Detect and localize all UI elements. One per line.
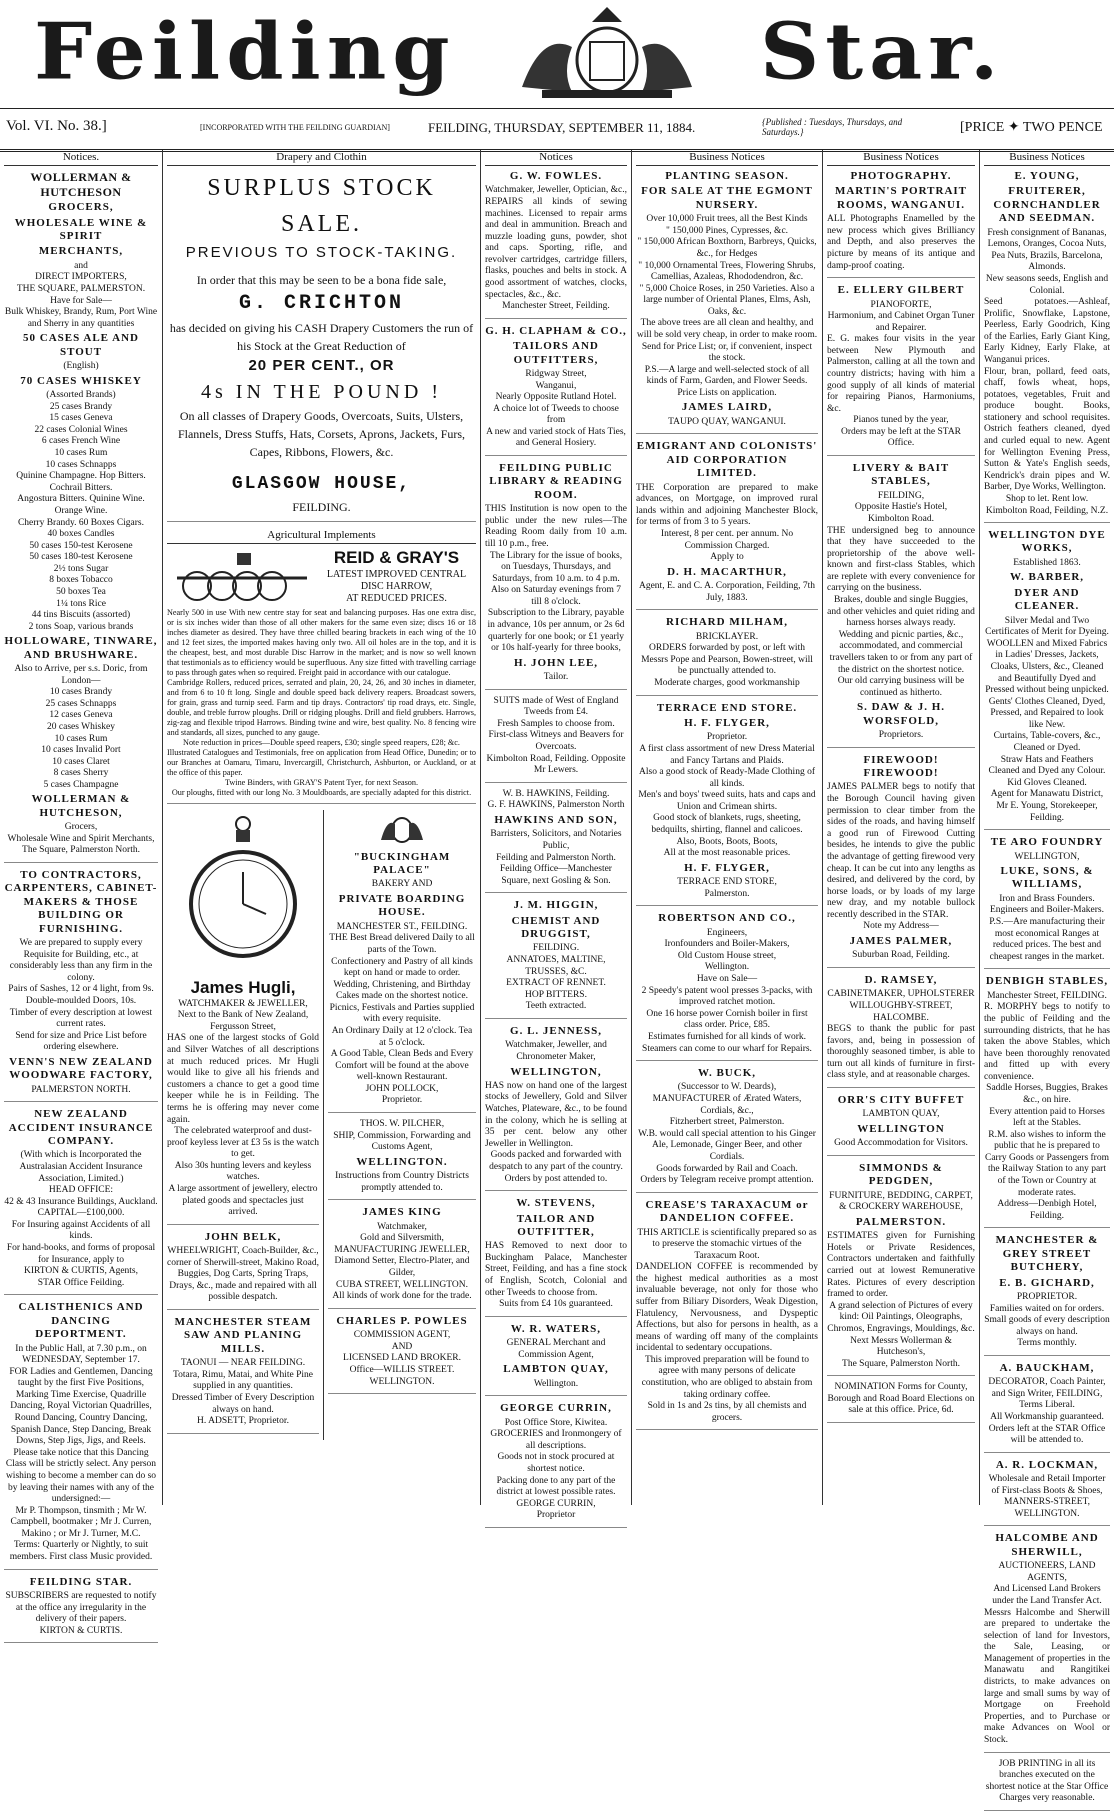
higgin-ad: J. M. HIGGIN, CHEMIST AND DRUGGIST, FEILDING. ANNATOES, MALTINE, TRUSSES, &C. EXTRACT OF RENNET. HOP BITTERS. Teeth extracted.: [485, 899, 627, 1019]
issue-date: FEILDING, THURSDAY, SEPTEMBER 11, 1884.: [428, 120, 696, 135]
bakery-column: [323, 810, 476, 1440]
pilcher-ad: THOS. W. PILCHER, SHIP, Commission, Forwarding and Customs Agent, WELLINGTON. Instructions from Country Districts promptly attended to.: [328, 1119, 476, 1200]
royal-crest-icon: [502, 2, 712, 102]
masthead-title-right: Star.: [760, 6, 1005, 98]
milham-ad: RICHARD MILHAM, BRICKLAYER. ORDERS forwarded by post, or left with Messrs Pope and Pearson, Bowen-street, will be punctually attended to. Moderate charges, good workmanship: [636, 616, 818, 695]
dateline: [0, 108, 1114, 152]
column-5: [822, 150, 979, 1505]
terrace-store-ad: TERRACE END STORE. H. F. FLYGER, Proprietor. A first class assortment of new Dress Material and Fancy Tartans and Plaids. Also a good stock of Ready-Made Clothing of all kinds. Men's and boys' tweed suits, hats and caps and Union and Crimean shirts. Good stock of blankets, rugs, sheeting, bedquilts, shirting, flannel and calicoes. Also, Boots, Boots, Boots, All at the most reasonable prices. H. F. FLYGER, TERRACE END STORE, Palmerston.: [636, 702, 818, 907]
price: [PRICE ✦ TWO PENCE: [960, 120, 1103, 135]
column-2: [162, 150, 480, 1505]
crease-ad: CREASE'S TARAXACUM or DANDELION COFFEE. THIS ARTICLE is scientifically prepared so as to preserve the stomachic virtues of the Taraxacum Root. DANDELION COFFEE is recommended by the highest medical authorities as a most invaluable beverage, not only for those who suffer from Biliary Disorders, Weak Digestion, Flatulency, Nervousness, and Dyspeptic Affections, but also for persons in health, as a means of warding off many of the complaints incidental to sedentary occupations. This improved preparation will be found to agree with many persons of delicate constitution, who are obliged to abstain from taking ordinary coffee. Sold in 1s and 2s tins, by all chemists and grocers.: [636, 1199, 818, 1431]
nomination-ad: NOMINATION Forms for County, Borough and Road Board Elections on sale at this office. Price, 6d.: [827, 1382, 975, 1423]
wollerman-ad: WOLLERMAN & HUTCHESON GROCERS, WHOLESALE WINE & SPIRIT MERCHANTS, and DIRECT IMPORTERS, THE SQUARE, PALMERSTON. Have for Sale— Bulk Whiskey, Brandy, Rum, Port Wine and Sherry in any quantities 50 CASES ALE AND STOUT (English) 70 CASES WHISKEY (Assorted Brands) 25 cases Brandy 15 cases Geneva 22 cases Colonial Wines 6 cases French Wine 10 cases Rum 10 cases Schnapps Quinine Champagne. Hop Bitters. Cochrail Bitters. Angostura Bitters. Quinine Wine. Orange Wine. Cherry Brandy. 60 Boxes Cigars. 40 boxes Candles 50 cases 150-test Kerosene 50 cases 180-test Kerosene 2½ tons Sugar 8 boxes Tobacco 50 boxes Tea 1¼ tons Rice 44 tins Biscuits (assorted) 2 tons Soap, various brands HOLLOWARE, TINWARE, AND BRUSHWARE. Also to Arrive, per s.s. Doric, from London— 10 cases Brandy 25 cases Schnapps 12 cases Geneva 20 cases Whiskey 10 cases Rum 10 cases Invalid Port 10 cases Claret 8 cases Sherry 5 cases Champagne WOLLERMAN & HUTCHESON, Grocers, Wholesale Wine and Spirit Merchants, The Square, Palmerston North.: [4, 170, 158, 863]
livery-ad: LIVERY & BAIT STABLES, FEILDING, Opposite Hastie's Hotel, Kimbolton Road. THE undersigned beg to announce that they have succeeded to the proprietorship of the above well-known and first-class Stables, which are replete with every convenience for carrying on the business. Brakes, double and single Buggies, and other vehicles and quiet riding and harness horses always ready. Wedding and picnic parties, &c., accommodated, and commercial travellers taken to or from any part of the district on the shortest notice. Our old carrying business will be continued as hitherto. S. DAW & J. H. WORSFOLD, Proprietors.: [827, 462, 975, 748]
hawkins-ad: W. B. HAWKINS, Feilding. G. F. HAWKINS, Palmerston North HAWKINS AND SON, Barristers, Solicitors, and Notaries Public, Feilding and Palmerston North. Feilding Office—Manchester Square, next Gosling & Son.: [485, 789, 627, 893]
library-ad: FEILDING PUBLIC LIBRARY & READING ROOM. THIS Institution is now open to the public under the new rules—The Reading Room daily from 10 a.m. till 10 p.m., free. The Library for the issue of books, on Tuesdays, Thursdays, and Saturdays, from 10 a.m. to 4 p.m. Also on Saturday evenings from 7 till 8 o'clock. Subscription to the Library, payable in advance, 10s per annum, or 2s 6d quarterly for one book; or £1 yearly or 10s half-yearly for three books, H. JOHN LEE, Tailor.: [485, 462, 627, 690]
robertson-ad: ROBERTSON AND CO., Engineers, Ironfounders and Boiler-Makers, Old Custom House street, Wellington. Have on Sale— 2 Speedy's patent wool presses 3-packs, with improved ratchet motion. One 16 horse power Cornish boiler in first class order. Price, £85. Estimates furnished for all kinds of work. Steamers can come to our wharf for Repairs.: [636, 912, 818, 1061]
column-header: Business Notices: [984, 150, 1110, 166]
planting-ad: PLANTING SEASON. FOR SALE AT THE EGMONT NURSERY. Over 10,000 Fruit trees, all the Best Kinds " 150,000 Pines, Cypresses, &c. " 150,000 African Boxthorn, Barbreys, Quicks, &c., for Hedges " 10,000 Ornamental Trees, Flowering Shrubs, Camellias, Azaleas, Rhododendron, &c. " 5,000 Choice Roses, in 250 Varieties. Also a large number of Oriental Planes, Elms, Ash, Oaks, &c. The above trees are all clean and healthy, and will be sold very cheap, in order to make room. Send for Price List; or, if convenient, inspect the stock. P.S.—A large and well-selected stock of all kinds of Farm, Garden, and Flower Seeds. Price Lists on application. JAMES LAIRD, TAUPO QUAY, WANGANUI.: [636, 170, 818, 434]
photography-ad: PHOTOGRAPHY. MARTIN'S PORTRAIT ROOMS, WANGANUI. ALL Photographs Enamelled by the new process which gives Brilliancy and Depth, and also preserves the picture by means of its antique and damp-proof coating.: [827, 170, 975, 278]
clapham-ad: G. H. CLAPHAM & CO., TAILORS AND OUTFITTERS, Ridgway Street, Wanganui, Nearly Opposite Rutland Hotel. A choice lot of Tweeds to choose from A new and varied stock of Hats Ties, and General Hosiery.: [485, 325, 627, 456]
halcombe-ad: HALCOMBE AND SHERWILL, AUCTIONEERS, LAND AGENTS, And Licensed Land Brokers under the Land Transfer Act. Messrs Halcombe and Sherwill are prepared to undertake the selection of land for Investors, the Sale, Leasing, or Management of properties in the Manawatu and Rangitikei districts, to make advances on large and small sums by way of Mortgage on Freehold Properties, and to Purchase or make Advances on Wool or Stock.: [984, 1532, 1110, 1752]
buck-ad: W. BUCK, (Successor to W. Deards), MANUFACTURER of Ærated Waters, Cordials, &c., Fitzherbert street, Palmerston. W.B. would call special attention to his Ginger Ale, Lemonade, Ginger Beer, and other Cordials. Goods forwarded by Rail and Coach. Orders by Telegram receive prompt attention.: [636, 1067, 818, 1193]
masthead-title-left: Feilding: [34, 6, 456, 98]
column-header: Business Notices: [827, 150, 975, 166]
hugli-column: [167, 810, 319, 1440]
lockman-ad: A. R. LOCKMAN, Wholesale and Retail Importer of First-class Boots & Shoes, MANNERS-STREET, WELLINGTON.: [984, 1459, 1110, 1527]
butchery-ad: MANCHESTER & GREY STREET BUTCHERY, E. B. GICHARD, PROPRIETOR. Families waited on for orders. Small goods of every description always on hand. Terms monthly.: [984, 1234, 1110, 1356]
emigrant-ad: EMIGRANT AND COLONISTS' AID CORPORATION LIMITED. THE Corporation are prepared to make advances, on Mortgage, on improved rural lands within and adjoining Manchester Block, for terms of from 3 to 5 years. Interest, 8 per cent. per annum. No Commission Charged. Apply to D. H. MACARTHUR, Agent, E. and C. A. Corporation, Feilding, 7th July, 1883.: [636, 440, 818, 610]
feilding-star-notice: FEILDING STAR. SUBSCRIBERS are requested to notify at the office any irregularity in the delivery of their papers. KIRTON & CURTIS.: [4, 1576, 158, 1644]
sawmills-ad: MANCHESTER STEAM SAW AND PLANING MILLS. TAONUI — NEAR FEILDING. Totara, Rimu, Matai, and White Pine supplied in any quantities. Dressed Timber of Every Description always on hand. H. ADSETT, Proprietor.: [167, 1316, 319, 1434]
column-header: Business Notices: [636, 150, 818, 166]
incorporated-note: [INCORPORATED WITH THE FEILDING GUARDIAN]: [200, 123, 390, 132]
reid-gray-ad: REID & GRAY'S LATEST IMPROVED CENTRAL DISC HARROW, AT REDUCED PRICES. Nearly 500 in use With new centre stay for seat and balancing purposes. Has one extra disc, or is six inches wider than those of all other makers for the same even size; discs 16 or 18 inches diameter as desired. They have three chilled bearing brackets in each wing of the 10 and 12 feet sizes, the imported makes having only two. All oil holes are in the top, and it is the cheapest, best, and most durable Disc Harrow in the market; and is now so well known that testimonials as to efficiency would be superfluous. Any size fitted with travelling carriage to pass through gates when so required. Freight paid in accordance with our catalogue. Cambridge Rollers, reduced prices, serrated and plain, 20, 24, 26, and 30 inches in diameter, and from 6 to 10 ft long. Single and double speed back delivery reapers. Broadcast sowers, for grain, grass and turnip seed. Farm and tip drays. Contractors' tip road drays, etc. Single, double, and treble furrow ploughs. Drill or ridging ploughs. Drill and field grubbers. Harrows, zig-zag and flexible tripod Harrows. Binding twine and wire, best quality. No. 8 fencing wire and standards, all sizes, punched to any gauge. Note reduction in prices—Double speed reapers, £30; single speed reapers, £28; &c. Illustrated Catalogues and Testimonials, free on application from Head Office, Dunedin; or to our Branches at Oamaru, Timaru, Invercargill, Christchurch, Ashburton, or Auckland, or at the office of this paper. Twine Binders, with GRAY'S Patent Tyer, for next Season. Our ploughs, fitted with our long No. 3 Mouldboards, are specially adapted for this district.: [167, 548, 476, 804]
young-ad: E. YOUNG, FRUITERER, CORNCHANDLER AND SEEDMAN. Fresh consignment of Bananas, Lemons, Oranges, Cocoa Nuts, Pea Nuts, Brazils, Barcelona, Almonds. New seasons seeds, English and Colonial. Seed potatoes.—Ashleaf, Prolific, Snowflake, Lapstone, Peerless, Early Goodrich, King of the Earlies, Early Giant King, Early Kidney, Early Flake, at Wanganui prices. Flour, bran, pollard, feed oats, chaff, fowls wheat, hops, potatoes, vegetables, Fruit and produce bought. Books, stationery and school requisites. Ostrich feathers cleaned, dyed and curled equal to new. Agent for Wellington Evening Press, Sutton & Yate's English seeds, Kendrick's drain pipes and W. Barber, Dye Works, Wellington. Shop to let. Rent low. Kimbolton Road, Feilding, N.Z.: [984, 170, 1110, 523]
column-6: [979, 150, 1114, 1804]
powles-ad: CHARLES P. POWLES COMMISSION AGENT, AND LICENSED LAND BROKER. Office—WILLIS STREET. WELLINGTON.: [328, 1315, 476, 1394]
accident-insurance-ad: NEW ZEALAND ACCIDENT INSURANCE COMPANY. (With which is Incorporated the Australasian Accident Insurance Association, Limited.) HEAD OFFICE: 42 & 43 Insurance Buildings, Auckland. CAPITAL—£100,000. For Insuring against Accidents of all kinds. For hand-books, and forms of proposal for Insurance, apply to KIRTON & CURTIS, Agents, STAR Office Feilding.: [4, 1108, 158, 1295]
columns: [0, 150, 1114, 1804]
ramsey-ad: D. RAMSEY, CABINETMAKER, UPHOLSTERER WILLOUGHBY-STREET, HALCOMBE. BEGS to thank the public for past favors, and, being in possession of thoroughly seasoned timber, is able to turn out all kinds of furniture in first-class style, and at reasonable charges.: [827, 974, 975, 1088]
bauckham-ad: A. BAUCKHAM, DECORATOR, Coach Painter, and Sign Writer, FEILDING, Terms Liberal. All Workmanship guaranteed. Orders left at the STAR Office will be attended to.: [984, 1362, 1110, 1453]
column-header: Notices: [485, 150, 627, 166]
king-ad: JAMES KING Watchmaker, Gold and Silversmith, MANUFACTURING JEWELLER, Diamond Setter, Electro-Plater, and Gilder, CUBA STREET, WELLINGTON. All kinds of work done for the trade.: [328, 1206, 476, 1308]
orrs-buffet-ad: ORR'S CITY BUFFET LAMBTON QUAY, WELLINGTON Good Accommodation for Visitors.: [827, 1094, 975, 1156]
contractors-ad: TO CONTRACTORS, CARPENTERS, CABINET-MAKERS & THOSE BUILDING OR FURNISHING. We are prepared to supply every Requisite for Building, etc., at considerably less than any firm in the colony. Pairs of Sashes, 12 or 4 light, from 9s. Double-moulded Doors, 10s. Timber of every description at lowest current rates. Send for size and Price List before ordering elsewhere. VENN'S NEW ZEALAND WOODWARE FACTORY, PALMERSTON NORTH.: [4, 869, 158, 1102]
disc-harrow-icon: [167, 548, 317, 608]
waters-ad: W. R. WATERS, GENERAL Merchant and Commission Agent, LAMBTON QUAY, Wellington.: [485, 1323, 627, 1397]
pocket-watch-icon: [188, 814, 298, 974]
crest-icon: [377, 810, 427, 844]
simmonds-ad: SIMMONDS & PEDGDEN, FURNITURE, BEDDING, CARPET, & CROCKERY WAREHOUSE, PALMERSTON. ESTIMATES given for Furnishing Hotels or Private Residences, Contractors undertaken and faithfully carried out at lowest Remunerative Rates. Pictures of every description framed to order. A grand selection of Pictures of every kind: Oil Paintings, Oleographs, Chromos, Engravings, Mouldings, &c. Next Messrs Wollerman & Hutcheson's, The Square, Palmerston North.: [827, 1162, 975, 1376]
surplus-stock-ad: SURPLUS STOCK SALE. PREVIOUS TO STOCK-TAKING. In order that this may be seen to be a bona fide sale, G. CRICHTON has decided on giving his CASH Drapery Customers the run of his Stock at the Great Reduction of 20 PER CENT., OR 4s IN THE POUND ! On all classes of Drapery Goods, Overcoats, Suits, Ulsters, Flannels, Dress Stuffs, Hats, Corsets, Aprons, Jackets, Furs, Capes, Ribbons, Flowers, &c. GLASGOW HOUSE, FEILDING.: [167, 170, 476, 522]
column-4: [631, 150, 822, 1505]
hugli-ad: James Hugli, WATCHMAKER & JEWELLER, Next to the Bank of New Zealand, Fergusson Street, HAS one of the largest stocks of Gold and Silver Watches of all descriptions at much reduced prices. Mr Hugli would like to give all his friends and customers a chance to get a good time keeper while he is in Feilding. The terms he is offering may never come again. The celebrated waterproof and dust-proof keyless lever at £3 5s is the watch to get. Also 30s hunting levers and keyless watches. A large assortment of jewellery, electro plated goods and spectacles just arrived.: [167, 814, 319, 1225]
column-1: [0, 150, 162, 1636]
te-aro-foundry-ad: TE ARO FOUNDRY WELLINGTON, LUKE, SONS, & WILLIAMS, Iron and Brass Founders. Engineers and Boiler-Makers. P.S.—Are manufacturing their most economical Ranges at reduced prices. The best and cheapest ranges in the market.: [984, 836, 1110, 969]
bakery-ad: "BUCKINGHAM PALACE" BAKERY AND PRIVATE BOARDING HOUSE. MANCHESTER ST., FEILDING. THE Best Bread delivered Daily to all parts of the Town. Confectionery and Pastry of all kinds kept on hand or made to order. Wedding, Christening, and Birthday Cakes made on the shortest notice. Picnics, Festivals and Parties supplied with every requisite. An Ordinary Daily at 12 o'clock. Tea at 5 o'clock. A Good Table, Clean Beds and Every Comfort will be found at the above well-known Restaurant. JOHN POLLOCK, Proprietor.: [328, 810, 476, 1113]
firewood-ad: FIREWOOD! FIREWOOD! JAMES PALMER begs to notify that the Borough Council having given permission to clear timber from the sides of the roads, and having himself a good run of Firewood Cutting besides, he intends to give the public the advantage of getting firewood very cheap. It can be cut into any lengths as desired, and delivered by the cord, by horse loads, or by loads of my large new dray, and my notable bullock recently described in the STAR. Note my Address— JAMES PALMER, Suburban Road, Feilding.: [827, 754, 975, 968]
belk-ad: JOHN BELK, WHEELWRIGHT, Coach-Builder, &c., corner of Sherwill-street, Makino Road, Buggies, Dog Carts, Spring Traps, Drays, &c., made and repaired with all possible despatch.: [167, 1231, 319, 1310]
dye-works-ad: WELLINGTON DYE WORKS, Established 1863. W. BARBER, DYER AND CLEANER. Silver Medal and Two Certificates of Merit for Dyeing. WOOLLEN and Mixed Fabrics in Ladies' Dresses, Jackets, Cloaks, Ulsters, &c., Cleaned and Beautifully Dyed and Pressed without being unpicked. Gents' Clothes Cleaned, Dyed, Pressed, and Repaired to look like New. Curtains, Table-covers, &c., Cleaned or Dyed. Straw Hats and Feathers Cleaned and Dyed any Colour. Kid Gloves Cleaned. Agent for Manawatu District, Mr E. Young, Storekeeper, Feilding.: [984, 529, 1110, 830]
stevens-ad: W. STEVENS, TAILOR AND OUTFITTER, HAS Removed to next door to Buckingham Palace, Manchester Street, Feilding, and has a fine stock of English, Scotch, Colonial and other Tweeds to choose from. Suits from £4 10s guaranteed.: [485, 1197, 627, 1317]
column-header: Drapery and Clothin: [167, 150, 476, 166]
calisthenics-ad: CALISTHENICS AND DANCING DEPORTMENT. In the Public Hall, at 7.30 p.m., on WEDNESDAY, September 17. FOR Ladies and Gentlemen, Dancing taught by the first Five Positions, Marking Time Exercise, Quadrille Dancing, Royal Victorian Quadrilles, Round Dancing, Country Dancing, Spanish Dance, Step Dancing, Break Downs, Step Jigs, Jigs, and Reels. Please take notice that this Dancing Class will be strictly select. Any person wishing to become a member can do so by leaving their names with any of the undersigned:— Mr P. Thompson, tinsmith ; Mr W. Campbell, bootmaker ; Mr J. Curren, Makino ; or Mr J. Turner, M.C. Terms: Quarterly or Nightly, to suit members. First class Music provided.: [4, 1301, 158, 1569]
agricultural-header: Agricultural Implements: [167, 528, 476, 544]
suits-ad: SUITS made of West of England Tweeds from £4. Fresh Samples to choose from. First-class Witneys and Beavers for Overcoats. Kimbolton Road, Feilding. Opposite Mr Lewers.: [485, 696, 627, 783]
column-header: Notices.: [4, 150, 158, 166]
gilbert-ad: E. ELLERY GILBERT PIANOFORTE, Harmonium, and Cabinet Organ Tuner and Repairer. E. G. makes four visits in the year between New Plymouth and Palmerston, calling at all the town and country districts; having with him a good supply of all kinds of material for repairing Pianos, Harmoniums, &c. Pianos tuned by the year, Orders may be left at the STAR Office.: [827, 284, 975, 456]
job-printing-ad: JOB PRINTING in all its branches executed on the shortest notice at the Star Office Charges very reasonable.: [984, 1759, 1110, 1811]
fowles-ad: G. W. FOWLES. Watchmaker, Jeweller, Optician, &c., REPAIRS all kinds of sewing machines. Licensed to repair arms and deal in ammunition. Breach and muzzle loading guns, powder, shot and caps. Sporting, rifle, and revolver cartridges, cartridge fillers, flasks, pouches and belts in stock. A good assortment of watches, clocks, spectacles, &c., &c. Manchester Street, Feilding.: [485, 170, 627, 319]
jenness-ad: G. L. JENNESS, Watchmaker, Jeweller, and Chronometer Maker, WELLINGTON, HAS now on hand one of the largest stocks of Jewellery, Gold and Silver Watches, Plateware, &c., to be found in the colony, which he is selling at 35 per cent. below any other Jeweller in Wellington. Goods packed and forwarded with despatch to any part of the country. Orders by post attended to.: [485, 1025, 627, 1191]
currin-ad: GEORGE CURRIN, Post Office Store, Kiwitea. GROCERIES and Ironmongery of all descriptions. Goods not in stock procured at shortest notice. Packing done to any part of the district at lowest possible rates. GEORGE CURRIN, Proprietor: [485, 1402, 627, 1528]
denbigh-stables-ad: DENBIGH STABLES, Manchester Street, FEILDING. R. MORPHY begs to notify to the public of Feilding and the surrounding districts, that he has taken the above Stables, which have been thoroughly renovated and fitted up with every convenience. Saddle Horses, Buggies, Brakes &c., on hire. Every attention paid to Horses left at the Stables. R.M. also wishes to inform the public that he is prepared to Carry Goods or Passengers from the Railway Station to any part of the Town or Country at moderate rates. Address—Denbigh Hotel, Feilding.: [984, 975, 1110, 1228]
column-3: [480, 150, 631, 1521]
masthead: [0, 0, 1114, 110]
volume-number: Vol. VI. No. 38.]: [6, 118, 107, 134]
publication-days: {Published : Tuesdays, Thursdays, and Saturdays.}: [762, 117, 903, 137]
